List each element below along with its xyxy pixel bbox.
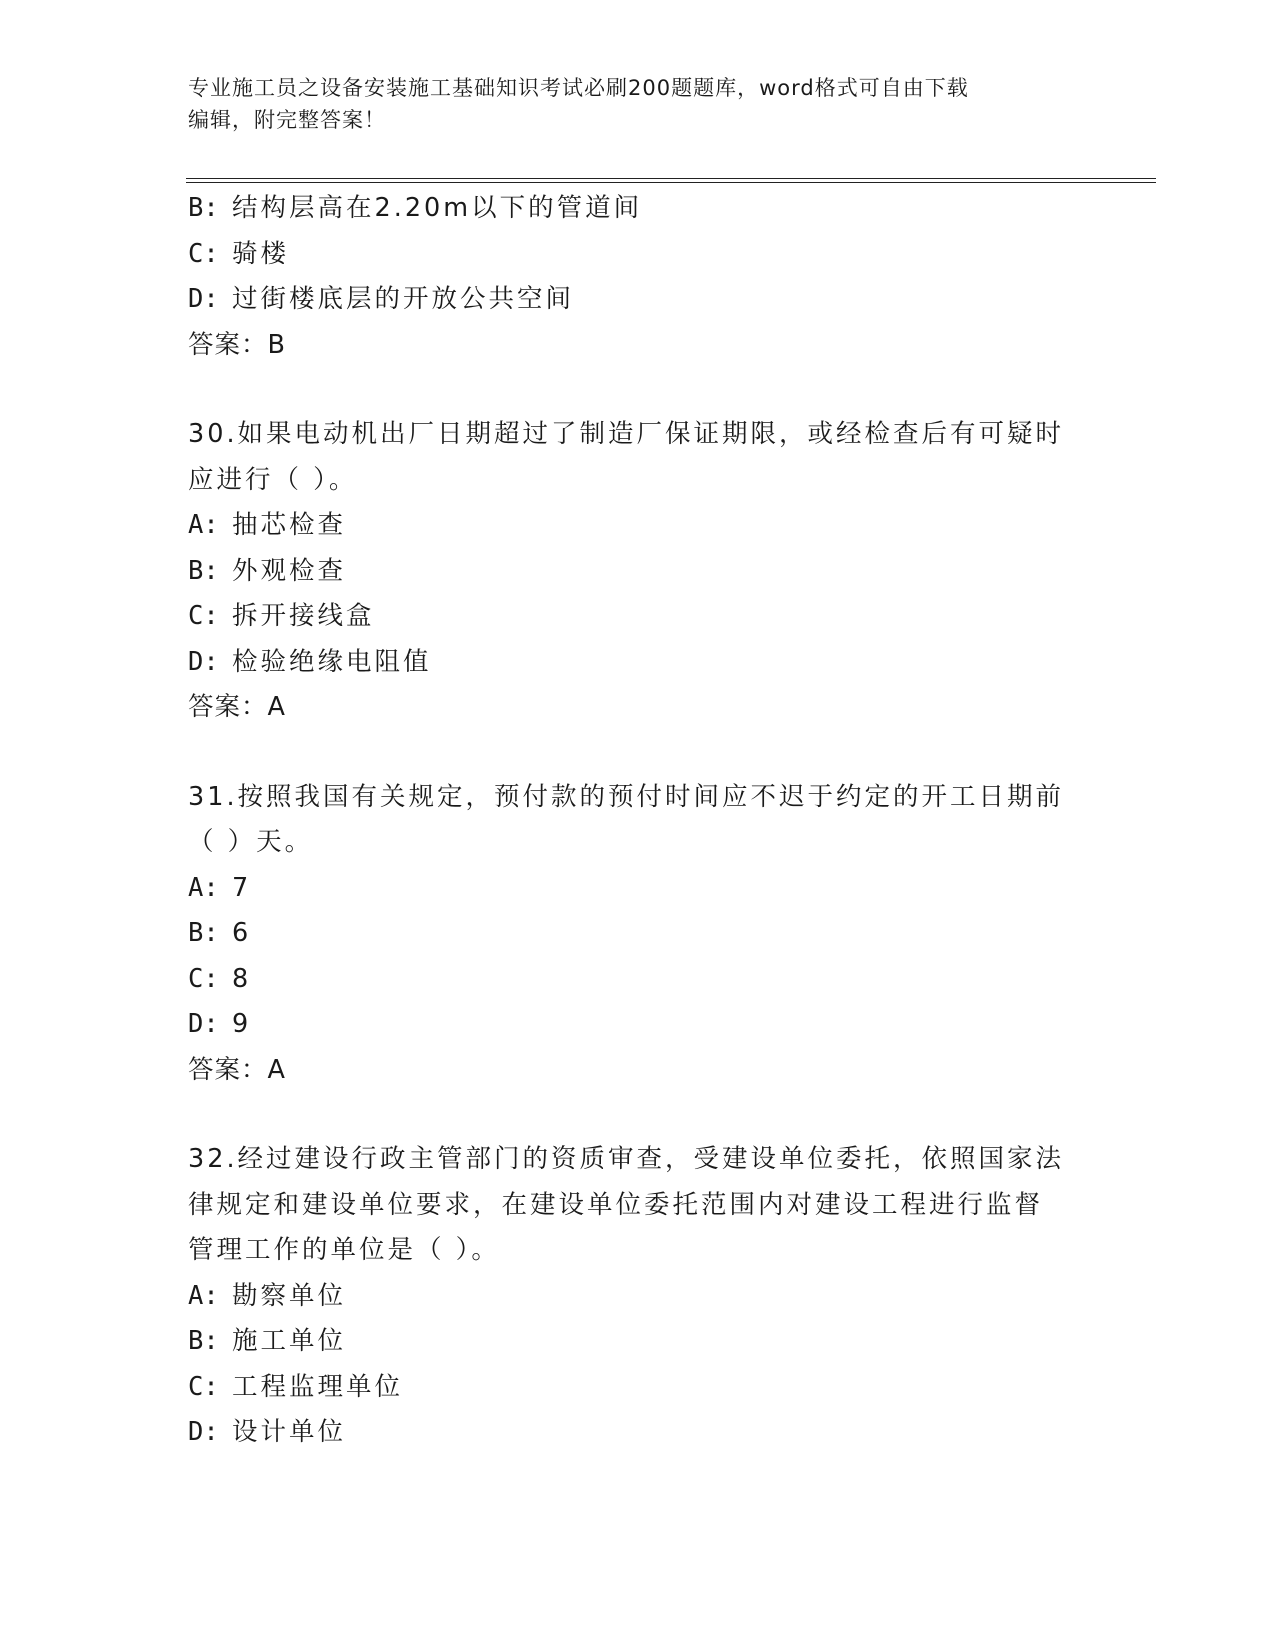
option-text: 外观检查 xyxy=(232,555,347,586)
question-text-line: 应进行（ ）。 xyxy=(188,464,358,495)
option-key: D: xyxy=(188,284,219,314)
option-d xyxy=(188,640,1088,686)
option-text: 工程监理单位 xyxy=(232,1371,404,1402)
option-text: 过街楼底层的开放公共空间 xyxy=(232,284,575,314)
option-key: B: xyxy=(188,555,219,586)
option-text: 检验绝缘电阻值 xyxy=(232,646,432,677)
question-31 xyxy=(188,775,1088,1094)
option-a xyxy=(188,1274,1088,1320)
question-text-line: 32.经过建设行政主管部门的资质审查，受建设单位委托，依照国家法 xyxy=(188,1144,1065,1174)
option-key: C: xyxy=(188,601,219,631)
option-d xyxy=(188,1002,1088,1048)
option-c xyxy=(188,957,1088,1003)
option-key: B: xyxy=(188,193,219,223)
option-key: A: xyxy=(188,1280,219,1311)
option-text: 6 xyxy=(232,918,252,948)
option-text: 骑楼 xyxy=(232,238,290,269)
option-text: 7 xyxy=(232,872,252,903)
header-divider-bottom xyxy=(186,182,1156,183)
option-key: C: xyxy=(188,238,219,269)
option-key: D: xyxy=(188,646,219,677)
document-header xyxy=(188,72,1088,136)
option-key: C: xyxy=(188,963,219,994)
option-key: C: xyxy=(188,1371,219,1402)
option-b xyxy=(188,549,1088,595)
option-text: 勘察单位 xyxy=(232,1280,347,1311)
option-text: 8 xyxy=(232,963,252,994)
question-32 xyxy=(188,1137,1088,1456)
question-text-line: 管理工作的单位是（ ）。 xyxy=(188,1235,500,1265)
option-c xyxy=(188,594,1088,640)
question-30 xyxy=(188,412,1088,731)
header-line-1: 专业施工员之设备安装施工基础知识考试必刷200题题库，word格式可自由下载 xyxy=(188,76,969,100)
header-line-2: 编辑，附完整答案！ xyxy=(188,108,386,132)
option-b xyxy=(188,1319,1088,1365)
option-text: 抽芯检查 xyxy=(232,510,347,540)
question-text-line: 31.按照我国有关规定，预付款的预付时间应不迟于约定的开工日期前 xyxy=(188,781,1065,812)
option-text: 施工单位 xyxy=(232,1326,347,1356)
question-text-line: （ ）天。 xyxy=(188,827,314,857)
option-text: 9 xyxy=(232,1009,252,1039)
option-key: B: xyxy=(188,918,219,948)
header-divider-top xyxy=(186,178,1156,179)
option-a xyxy=(188,503,1088,549)
option-c xyxy=(188,1365,1088,1411)
option-key: A: xyxy=(188,872,219,903)
option-key: A: xyxy=(188,510,219,540)
answer: 答案：A xyxy=(188,1054,286,1085)
question-text-line: 30.如果电动机出厂日期超过了制造厂保证期限，或经检查后有可疑时 xyxy=(188,419,1065,449)
option-c xyxy=(188,232,1088,278)
option-key: B: xyxy=(188,1326,219,1356)
prev-question-block xyxy=(188,186,1088,368)
question-text-line: 律规定和建设单位要求，在建设单位委托范围内对建设工程进行监督 xyxy=(188,1189,1044,1220)
option-a xyxy=(188,866,1088,912)
question-list xyxy=(188,186,1088,1456)
option-d xyxy=(188,1410,1088,1456)
option-b xyxy=(188,911,1088,957)
answer: 答案：A xyxy=(188,692,286,722)
option-text: 拆开接线盒 xyxy=(232,601,375,631)
option-d xyxy=(188,277,1088,323)
option-text: 结构层高在2.20m以下的管道间 xyxy=(232,193,643,223)
option-key: D: xyxy=(188,1417,219,1447)
option-text: 设计单位 xyxy=(232,1417,347,1447)
option-key: D: xyxy=(188,1009,219,1039)
answer: 答案：B xyxy=(188,329,286,360)
option-b xyxy=(188,186,1088,232)
